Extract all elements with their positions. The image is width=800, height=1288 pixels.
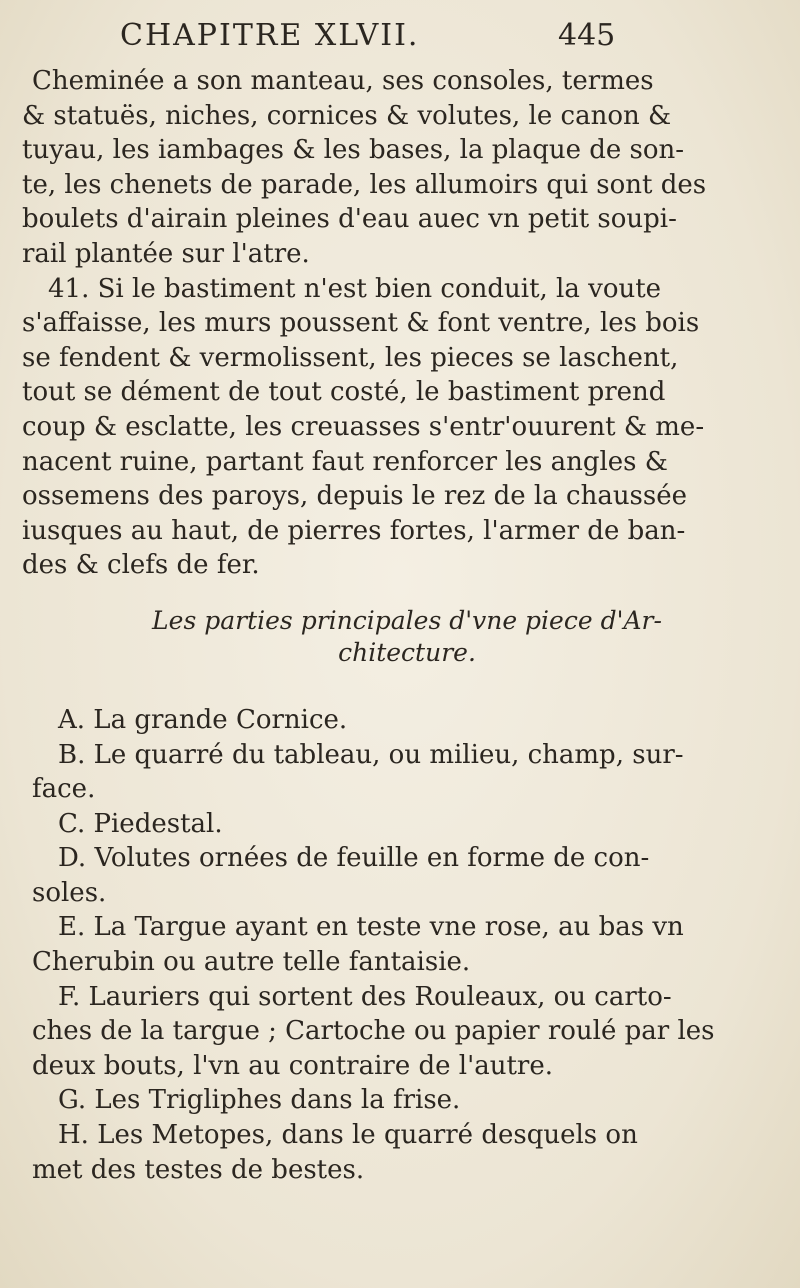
section-title-line: chitecture. — [338, 637, 476, 667]
page-body — [22, 64, 792, 1187]
text-line: s'affaisse, les murs poussent & font ventre, les bois — [22, 308, 700, 339]
legend-line: E. La Targue ayant en teste vne rose, au bas vn — [58, 912, 684, 943]
text-line: coup & esclatte, les creuasses s'entr'ouurent & me- — [22, 411, 705, 442]
section-title-line: Les parties principales d'vne piece d'Ar- — [152, 605, 662, 635]
text-line: te, les chenets de parade, les allumoirs qui sont des — [22, 169, 707, 200]
text-line: tout se dément de tout costé, le bastiment prend — [22, 377, 666, 408]
paragraph-41 — [22, 272, 792, 583]
running-title: CHAPITRE XLVII. — [120, 18, 420, 53]
intro-paragraph — [22, 64, 792, 272]
legend-item-b — [22, 738, 792, 807]
legend-line: C. Piedestal. — [58, 808, 223, 839]
text-line: tuyau, les iambages & les bases, la plaque de son- — [22, 135, 685, 166]
legend-item-g — [22, 1083, 792, 1118]
legend-line: ches de la targue ; Cartoche ou papier roulé par les — [32, 1016, 715, 1047]
page-header — [0, 18, 800, 66]
legend-item-a — [22, 703, 792, 738]
legend-line: A. La grande Cornice. — [58, 704, 348, 735]
legend-item-d — [22, 841, 792, 910]
text-line: iusques au haut, de pierres fortes, l'armer de ban- — [22, 515, 686, 546]
text-line: boulets d'airain pleines d'eau auec vn petit soupi- — [22, 204, 677, 235]
text-line: Cheminée a son manteau, ses consoles, termes — [32, 66, 654, 96]
text-line: rail plantée sur l'atre. — [22, 238, 310, 269]
legend-line: F. Lauriers qui sortent des Rouleaux, ou carto- — [58, 981, 672, 1012]
legend-line: deux bouts, l'vn au contraire de l'autre. — [32, 1050, 554, 1081]
text-line: nacent ruine, partant faut renforcer les angles & — [22, 446, 668, 477]
page-number: 445 — [558, 18, 616, 53]
legend-line: D. Volutes ornées de feuille en forme de con- — [58, 843, 650, 874]
legend-item-h — [22, 1118, 792, 1187]
legend-line: Cherubin ou autre telle fantaisie. — [32, 947, 471, 978]
text-line: se fendent & vermolissent, les pieces se laschent, — [22, 342, 679, 373]
legend-list — [22, 703, 792, 1187]
legend-line: face. — [32, 774, 96, 805]
legend-line: H. Les Metopes, dans le quarré desquels on — [58, 1120, 638, 1151]
text-line: & statuës, niches, cornices & volutes, le canon & — [22, 100, 672, 131]
legend-item-c — [22, 807, 792, 842]
text-line: des & clefs de fer. — [22, 550, 260, 581]
text-line: 41. Si le bastiment n'est bien conduit, la voute — [48, 273, 662, 304]
legend-item-e — [22, 910, 792, 979]
legend-item-f — [22, 980, 792, 1084]
text-line: ossemens des paroys, depuis le rez de la chaussée — [22, 481, 688, 512]
legend-line: soles. — [32, 877, 107, 908]
legend-line: met des testes de bestes. — [32, 1154, 365, 1185]
legend-line: G. Les Trigliphes dans la frise. — [58, 1085, 461, 1116]
section-title — [22, 605, 792, 669]
legend-line: B. Le quarré du tableau, ou milieu, champ, sur- — [58, 739, 684, 770]
